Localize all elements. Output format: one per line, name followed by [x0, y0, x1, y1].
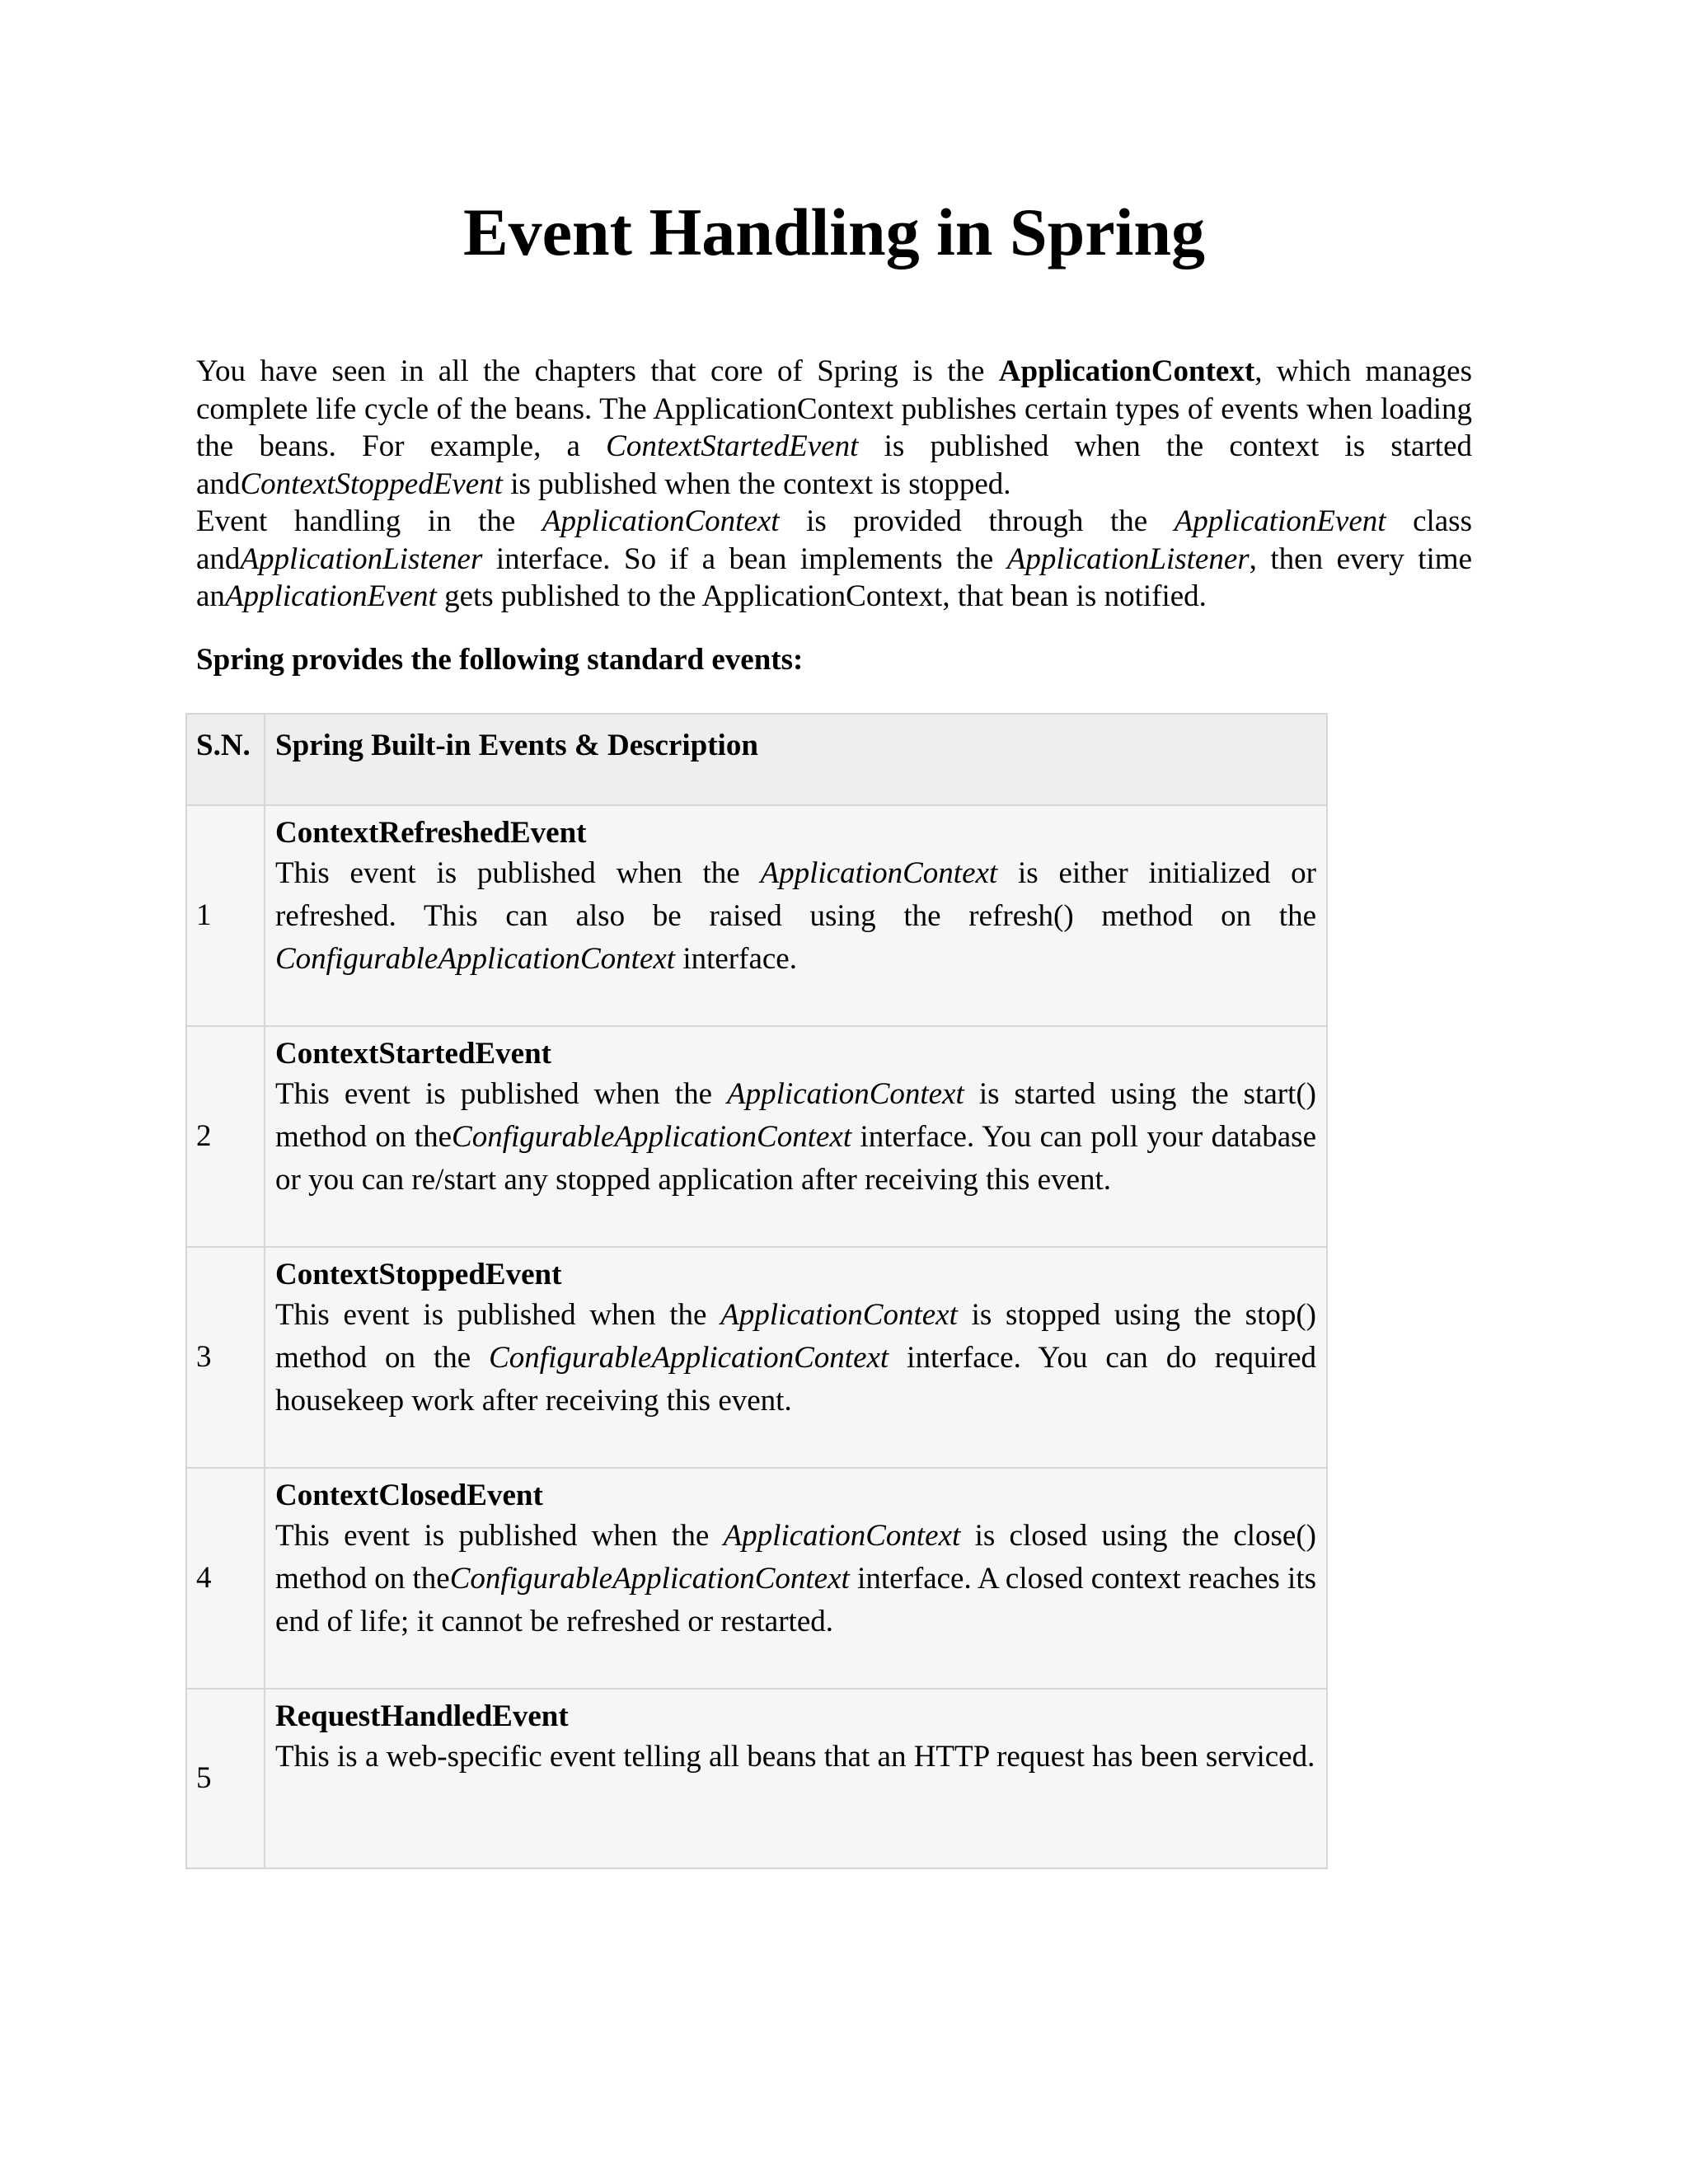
intro-italic-term: ApplicationListener [1006, 541, 1250, 576]
intro-paragraph-1 [196, 353, 1472, 503]
intro-text: is provided through the [779, 504, 1175, 538]
intro-text: , then every time an [196, 541, 1472, 613]
intro-italic-term: ContextStartedEvent [606, 429, 859, 463]
intro-bold-term: ApplicationContext [998, 354, 1255, 388]
table-row [186, 1689, 1327, 1868]
event-description [275, 1515, 1316, 1643]
intro-italic-term: ApplicationEvent [1174, 504, 1386, 538]
table-row [186, 1468, 1327, 1689]
intro-section [196, 353, 1472, 616]
page-title: Event Handling in Spring [462, 194, 1206, 269]
event-name: ContextRefreshedEvent [275, 816, 587, 850]
event-description [275, 1294, 1316, 1422]
row-sn: 1 [186, 805, 265, 1026]
row-description [265, 1026, 1327, 1247]
intro-text: is published when the context is started and [196, 429, 1472, 501]
desc-text: This event is published when the [275, 1077, 728, 1111]
desc-italic-term: ConfigurableApplicationContext [489, 1341, 889, 1375]
desc-italic-term: ApplicationContext [760, 856, 998, 890]
row-description [265, 1468, 1327, 1689]
desc-text: This event is published when the [275, 1298, 721, 1332]
desc-italic-term: ConfigurableApplicationContext [275, 942, 676, 976]
standard-events-heading: Spring provides the following standard events: [196, 643, 804, 677]
table-header-row [186, 714, 1327, 805]
row-sn: 2 [186, 1026, 265, 1247]
event-name: RequestHandledEvent [275, 1699, 569, 1733]
intro-text: gets published to the ApplicationContext, that bean is notified. [436, 579, 1207, 613]
row-sn: 5 [186, 1689, 265, 1868]
intro-italic-term: ApplicationListener [240, 541, 483, 576]
desc-text: interface. A closed context reaches its end of life; it cannot be refreshed or restarted. [275, 1562, 1317, 1638]
desc-italic-term: ConfigurableApplicationContext [452, 1120, 852, 1154]
desc-text: is either initialized or refreshed. This can also be raised using the refresh() method on the [275, 856, 1317, 933]
desc-text: This event is published when the [275, 1519, 724, 1553]
event-name: ContextStoppedEvent [275, 1258, 562, 1291]
table-row [186, 805, 1327, 1026]
table-row [186, 1247, 1327, 1468]
desc-text: interface. You can do required housekeep work after receiving this event. [275, 1341, 1316, 1418]
intro-text: class and [196, 504, 1472, 576]
intro-text: is published when the context is stopped. [502, 466, 1011, 501]
intro-paragraph-2 [196, 503, 1472, 616]
desc-text: is stopped using the stop() method on the [275, 1298, 1316, 1375]
intro-text: , which manages complete life cycle of the beans. The ApplicationContext publishes certain types of events when loading the beans. For example, a [196, 354, 1472, 463]
event-name: ContextStartedEvent [275, 1037, 552, 1071]
intro-text: interface. So if a bean implements the [482, 541, 1007, 576]
desc-text: interface. You can poll your database or you can re/start any stopped application after receiving this event. [275, 1120, 1316, 1197]
header-sn: S.N. [186, 714, 265, 805]
row-description [265, 1689, 1327, 1868]
event-description [275, 1736, 1316, 1779]
intro-text: You have seen in all the chapters that core of Spring is the [196, 354, 999, 388]
desc-text: This event is published when the [275, 856, 761, 890]
intro-italic-term: ApplicationContext [542, 504, 780, 538]
event-description [275, 852, 1316, 981]
row-description [265, 1247, 1327, 1468]
intro-text: Event handling in the [196, 504, 542, 538]
row-sn: 3 [186, 1247, 265, 1468]
intro-italic-term: ApplicationEvent [224, 579, 437, 613]
desc-text: is started using the start() method on the [275, 1077, 1317, 1154]
intro-italic-term: ContextStoppedEvent [240, 466, 503, 501]
desc-italic-term: ApplicationContext [723, 1519, 961, 1553]
desc-text: This is a web-specific event telling all beans that an HTTP request has been serviced. [275, 1740, 1315, 1774]
desc-text: is closed using the close() method on the [275, 1519, 1317, 1596]
desc-italic-term: ConfigurableApplicationContext [449, 1562, 850, 1596]
desc-text: interface. [675, 942, 797, 976]
header-description: Spring Built-in Events & Description [265, 714, 1327, 805]
events-table [185, 713, 1328, 1869]
event-description [275, 1073, 1316, 1202]
desc-italic-term: ApplicationContext [720, 1298, 958, 1332]
table-row [186, 1026, 1327, 1247]
desc-italic-term: ApplicationContext [727, 1077, 964, 1111]
row-sn: 4 [186, 1468, 265, 1689]
row-description [265, 805, 1327, 1026]
event-name: ContextClosedEvent [275, 1479, 543, 1512]
